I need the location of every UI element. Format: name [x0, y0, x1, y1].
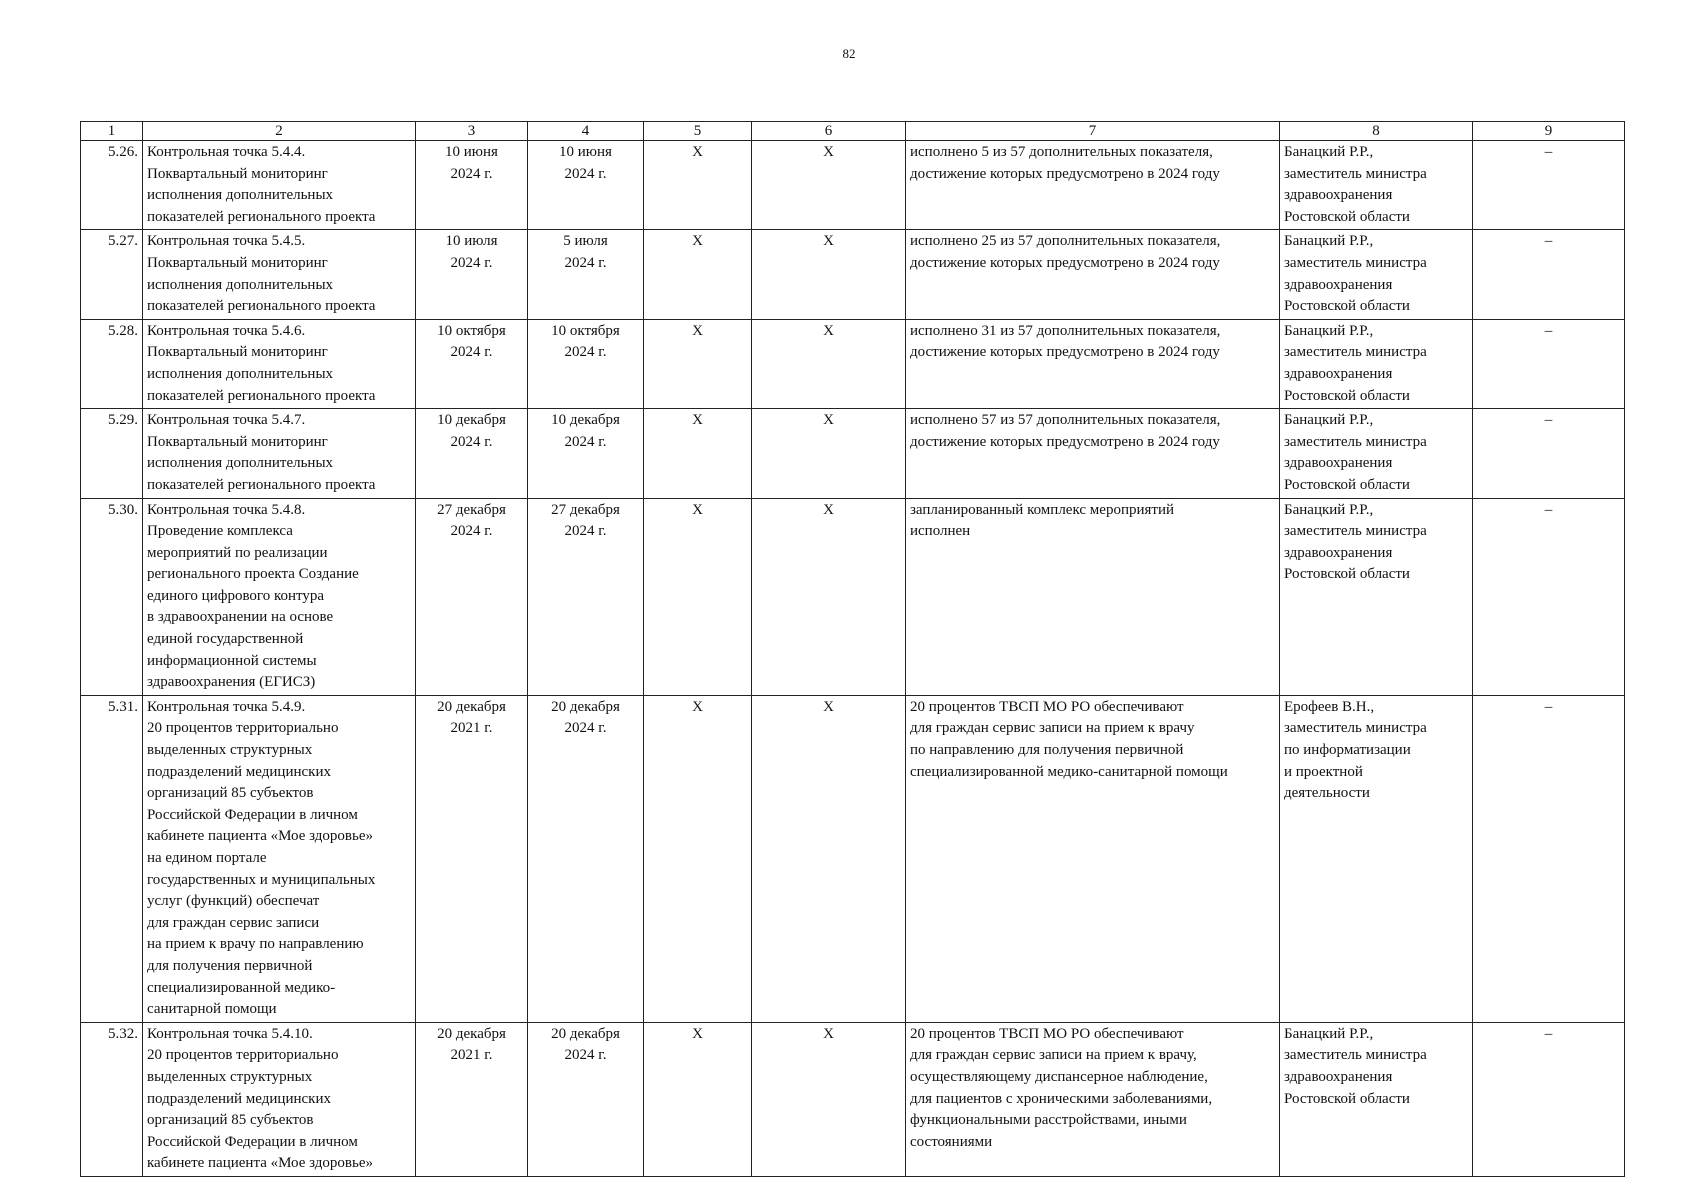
column-5-cell: Х: [644, 319, 752, 408]
planned-date-cell: 10 октября 2024 г.: [416, 319, 528, 408]
event-name-cell: Контрольная точка 5.4.6. Поквартальный мониторинг исполнения дополнительных показателей регионального проекта: [143, 319, 416, 408]
table-row: [81, 319, 1625, 408]
planned-date-cell: 10 декабря 2024 г.: [416, 409, 528, 498]
row-number-cell: 5.26.: [81, 141, 143, 230]
actual-date-cell: 20 декабря 2024 г.: [528, 695, 644, 1022]
column-header-2: 2: [143, 122, 416, 141]
column-6-cell: Х: [752, 498, 906, 695]
result-cell: исполнено 57 из 57 дополнительных показателя, достижение которых предусмотрено в 2024 году: [906, 409, 1280, 498]
column-6-cell: Х: [752, 319, 906, 408]
result-cell: исполнено 31 из 57 дополнительных показателя, достижение которых предусмотрено в 2024 году: [906, 319, 1280, 408]
column-5-cell: Х: [644, 1022, 752, 1176]
responsible-cell: Банацкий Р.Р., заместитель министра здравоохранения Ростовской области: [1280, 1022, 1473, 1176]
table-row: [81, 498, 1625, 695]
actual-date-cell: 27 декабря 2024 г.: [528, 498, 644, 695]
column-header-3: 3: [416, 122, 528, 141]
row-number-cell: 5.32.: [81, 1022, 143, 1176]
table-body: [81, 141, 1625, 1177]
planned-date-cell: 27 декабря 2024 г.: [416, 498, 528, 695]
column-5-cell: Х: [644, 695, 752, 1022]
result-cell: исполнено 5 из 57 дополнительных показателя, достижение которых предусмотрено в 2024 году: [906, 141, 1280, 230]
column-header-6: 6: [752, 122, 906, 141]
planned-date-cell: 20 декабря 2021 г.: [416, 695, 528, 1022]
column-9-cell: –: [1473, 230, 1625, 319]
table-row: [81, 409, 1625, 498]
planned-date-cell: 10 июля 2024 г.: [416, 230, 528, 319]
row-number-cell: 5.27.: [81, 230, 143, 319]
actual-date-cell: 5 июля 2024 г.: [528, 230, 644, 319]
column-6-cell: Х: [752, 409, 906, 498]
event-name-cell: Контрольная точка 5.4.8. Проведение комплекса мероприятий по реализации регионального проекта Создание единого цифрового контура в здравоохранении на основе единой государственной информационной системы здравоохранения (ЕГИСЗ): [143, 498, 416, 695]
column-6-cell: Х: [752, 230, 906, 319]
planned-date-cell: 10 июня 2024 г.: [416, 141, 528, 230]
column-header-5: 5: [644, 122, 752, 141]
column-header-7: 7: [906, 122, 1280, 141]
responsible-cell: Банацкий Р.Р., заместитель министра здравоохранения Ростовской области: [1280, 230, 1473, 319]
actual-date-cell: 10 июня 2024 г.: [528, 141, 644, 230]
actual-date-cell: 20 декабря 2024 г.: [528, 1022, 644, 1176]
page-number: 82: [842, 46, 856, 61]
column-6-cell: Х: [752, 1022, 906, 1176]
event-name-cell: Контрольная точка 5.4.10. 20 процентов территориально выделенных структурных подразделений медицинских организаций 85 субъектов Российской Федерации в личном кабинете пациента «Мое здоровье»: [143, 1022, 416, 1176]
event-name-cell: Контрольная точка 5.4.7. Поквартальный мониторинг исполнения дополнительных показателей регионального проекта: [143, 409, 416, 498]
column-header-1: 1: [81, 122, 143, 141]
row-number-cell: 5.29.: [81, 409, 143, 498]
table-row: [81, 230, 1625, 319]
column-5-cell: Х: [644, 409, 752, 498]
planned-date-cell: 20 декабря 2021 г.: [416, 1022, 528, 1176]
result-cell: 20 процентов ТВСП МО РО обеспечивают для граждан сервис записи на прием к врачу по направлению для получения первичной специализированной медико-санитарной помощи: [906, 695, 1280, 1022]
event-name-cell: Контрольная точка 5.4.5. Поквартальный мониторинг исполнения дополнительных показателей регионального проекта: [143, 230, 416, 319]
table-row: [81, 1022, 1625, 1176]
column-9-cell: –: [1473, 141, 1625, 230]
responsible-cell: Ерофеев В.Н., заместитель министра по информатизации и проектной деятельности: [1280, 695, 1473, 1022]
column-5-cell: Х: [644, 230, 752, 319]
row-number-cell: 5.28.: [81, 319, 143, 408]
actual-date-cell: 10 декабря 2024 г.: [528, 409, 644, 498]
responsible-cell: Банацкий Р.Р., заместитель министра здравоохранения Ростовской области: [1280, 498, 1473, 695]
result-cell: исполнено 25 из 57 дополнительных показателя, достижение которых предусмотрено в 2024 году: [906, 230, 1280, 319]
event-name-cell: Контрольная точка 5.4.9. 20 процентов территориально выделенных структурных подразделений медицинских организаций 85 субъектов Российской Федерации в личном кабинете пациента «Мое здоровье» на едином портале государственных и муниципальных услуг (функций) обеспечат для граждан сервис записи на прием к врачу по направлению для получения первичной специализированной медико- санитарной помощи: [143, 695, 416, 1022]
column-header-9: 9: [1473, 122, 1625, 141]
responsible-cell: Банацкий Р.Р., заместитель министра здравоохранения Ростовской области: [1280, 409, 1473, 498]
table-header-row: [81, 122, 1625, 141]
event-name-cell: Контрольная точка 5.4.4. Поквартальный мониторинг исполнения дополнительных показателей регионального проекта: [143, 141, 416, 230]
actual-date-cell: 10 октября 2024 г.: [528, 319, 644, 408]
responsible-cell: Банацкий Р.Р., заместитель министра здравоохранения Ростовской области: [1280, 141, 1473, 230]
report-table: [80, 121, 1625, 1177]
column-9-cell: –: [1473, 1022, 1625, 1176]
column-5-cell: Х: [644, 141, 752, 230]
column-9-cell: –: [1473, 498, 1625, 695]
row-number-cell: 5.30.: [81, 498, 143, 695]
table-row: [81, 141, 1625, 230]
responsible-cell: Банацкий Р.Р., заместитель министра здравоохранения Ростовской области: [1280, 319, 1473, 408]
column-header-8: 8: [1280, 122, 1473, 141]
result-cell: запланированный комплекс мероприятий исполнен: [906, 498, 1280, 695]
column-6-cell: Х: [752, 141, 906, 230]
column-9-cell: –: [1473, 695, 1625, 1022]
column-5-cell: Х: [644, 498, 752, 695]
column-9-cell: –: [1473, 409, 1625, 498]
column-9-cell: –: [1473, 319, 1625, 408]
column-6-cell: Х: [752, 695, 906, 1022]
column-header-4: 4: [528, 122, 644, 141]
result-cell: 20 процентов ТВСП МО РО обеспечивают для граждан сервис записи на прием к врачу, осуществляющему диспансерное наблюдение, для пациентов с хроническими заболеваниями, функциональными расстройствами, иными состояниями: [906, 1022, 1280, 1176]
row-number-cell: 5.31.: [81, 695, 143, 1022]
table-row: [81, 695, 1625, 1022]
